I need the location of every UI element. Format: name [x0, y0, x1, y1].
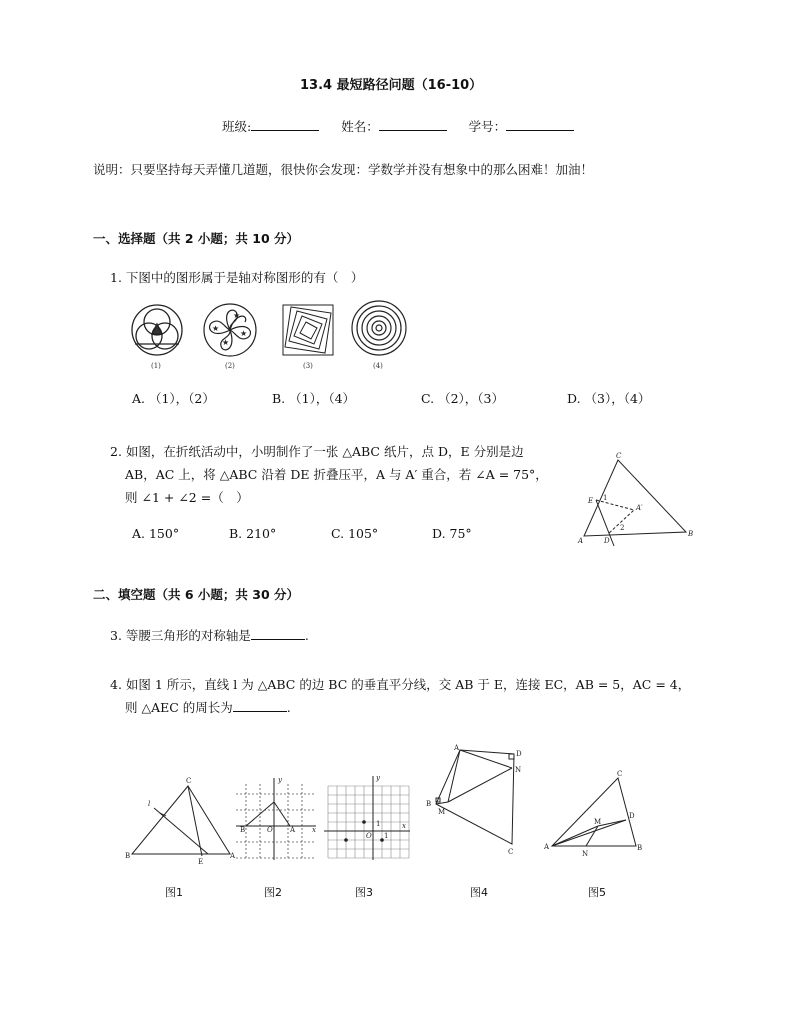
- q2-label-b: B: [688, 530, 694, 538]
- class-blank[interactable]: [251, 118, 319, 131]
- fig4-label-c: C: [508, 848, 514, 856]
- q1-option-a[interactable]: A. （1），（2）: [132, 391, 215, 406]
- name-label: 姓名：: [341, 119, 379, 134]
- fig3-label-1x: 1: [384, 832, 389, 840]
- q4-line2: 则 △AEC 的周长为: [125, 700, 233, 715]
- q1-fig-label-3: (3): [303, 362, 313, 370]
- q1-figures: [125, 300, 425, 372]
- id-label: 学号：: [468, 119, 507, 134]
- figure-5: [540, 768, 650, 862]
- q2-option-a[interactable]: A. 150°: [132, 526, 180, 541]
- fig3-label-1y: 1: [376, 820, 381, 828]
- fig5-label-m: M: [594, 818, 602, 826]
- class-label: 班级:: [222, 119, 252, 134]
- section1-heading: 一、选择题（共 2 小题；共 10 分）: [93, 231, 300, 246]
- q1-figure-2: [204, 304, 256, 356]
- caption-fig3: 图3: [355, 886, 373, 899]
- caption-fig5: 图5: [588, 886, 606, 899]
- svg-text:★: ★: [222, 338, 230, 347]
- fig1-label-a: A: [230, 852, 236, 860]
- q2-label-1: 1: [603, 494, 608, 502]
- fig5-label-d: D: [629, 812, 635, 820]
- caption-fig1: 图1: [165, 886, 183, 899]
- q2-figure: [572, 448, 702, 548]
- fig3-label-x: x: [402, 822, 406, 830]
- q1-stem: 1. 下图中的图形属于是轴对称图形的有（ ）: [110, 270, 364, 285]
- svg-text:★: ★: [240, 329, 248, 338]
- name-blank[interactable]: [379, 118, 447, 131]
- q1-option-d[interactable]: D. （3），（4）: [567, 391, 651, 406]
- q4-end: .: [286, 700, 291, 715]
- fig5-label-b: B: [637, 844, 643, 852]
- q1-fig-label-1: (1): [151, 362, 161, 370]
- fig5-label-a: A: [544, 843, 550, 851]
- fig3-label-o: O: [366, 832, 372, 840]
- fig4-label-b: B: [426, 800, 432, 808]
- q1-figure-3: [283, 305, 333, 355]
- page-title: 13.4 最短路径问题（16-10）: [300, 78, 483, 93]
- fig4-label-n: N: [515, 766, 522, 774]
- caption-fig4: 图4: [470, 886, 488, 899]
- fig4-label-a: A: [454, 744, 460, 752]
- q2-label-c: C: [616, 452, 622, 460]
- q4-line1: 4. 如图 1 所示，直线 l 为 △ABC 的边 BC 的垂直平分线，交 AB 于 E，连接 EC，AB = 5，AC = 4，: [110, 677, 691, 692]
- q2-line3: 则 ∠1 + ∠2 =（ ）: [125, 490, 249, 505]
- id-blank[interactable]: [506, 118, 574, 131]
- fig2-label-b: B: [240, 826, 246, 834]
- fig2-label-y: y: [278, 776, 282, 784]
- figure-1: [122, 772, 237, 864]
- q2-label-a: A: [578, 537, 584, 545]
- q1-figure-4: [352, 301, 406, 355]
- figure-3: [322, 770, 412, 862]
- q2-label-d: D: [604, 537, 610, 545]
- q2-label-aprime: A′: [636, 504, 643, 512]
- figure-2: [232, 770, 320, 862]
- fig4-label-m: M: [438, 808, 446, 816]
- q1-option-c[interactable]: C. （2），（3）: [421, 391, 504, 406]
- q4-answer-blank[interactable]: [233, 699, 287, 712]
- q1-fig-label-4: (4): [373, 362, 383, 370]
- fig4-label-d: D: [516, 750, 522, 758]
- svg-text:★: ★: [212, 324, 220, 333]
- fig1-label-b: B: [125, 852, 131, 860]
- q1-fig-label-2: (2): [225, 362, 235, 370]
- q4-line2-wrap: [125, 699, 291, 716]
- fig2-label-o: O: [267, 826, 273, 834]
- figure-4: [420, 740, 530, 860]
- fig2-label-x: x: [312, 826, 316, 834]
- fig1-label-c: C: [186, 777, 192, 785]
- fig5-label-c: C: [617, 770, 623, 778]
- q2-line2: AB，AC 上，将 △ABC 沿着 DE 折叠压平，A 与 A′ 重合，若 ∠A = 75°，: [125, 467, 548, 482]
- q2-option-d[interactable]: D. 75°: [432, 526, 472, 541]
- header-fields: [222, 118, 574, 135]
- q2-label-2: 2: [620, 524, 625, 532]
- intro-note: 说明：只要坚持每天弄懂几道题，很快你会发现：学数学并没有想象中的那么困难！加油！: [93, 162, 594, 177]
- q1-figure-1: [132, 305, 182, 355]
- caption-fig2: 图2: [264, 886, 282, 899]
- fig1-label-e: E: [198, 858, 204, 864]
- q3-end: .: [304, 628, 309, 643]
- fig1-label-l: l: [148, 800, 151, 808]
- q1-option-b[interactable]: B. （1），（4）: [272, 391, 356, 406]
- q3-line: [110, 627, 309, 644]
- q2-line1: 2. 如图，在折纸活动中，小明制作了一张 △ABC 纸片，点 D，E 分别是边: [110, 444, 524, 459]
- fig3-label-y: y: [376, 774, 380, 782]
- fig5-label-n: N: [582, 850, 589, 858]
- q2-label-e: E: [588, 497, 594, 505]
- q3-stem: 3. 等腰三角形的对称轴是: [110, 628, 251, 643]
- section2-heading: 二、填空题（共 6 小题；共 30 分）: [93, 587, 300, 602]
- q3-answer-blank[interactable]: [251, 627, 305, 640]
- svg-text:★: ★: [233, 311, 241, 320]
- q2-option-b[interactable]: B. 210°: [229, 526, 277, 541]
- fig2-label-a: A: [290, 826, 296, 834]
- q2-option-c[interactable]: C. 105°: [331, 526, 379, 541]
